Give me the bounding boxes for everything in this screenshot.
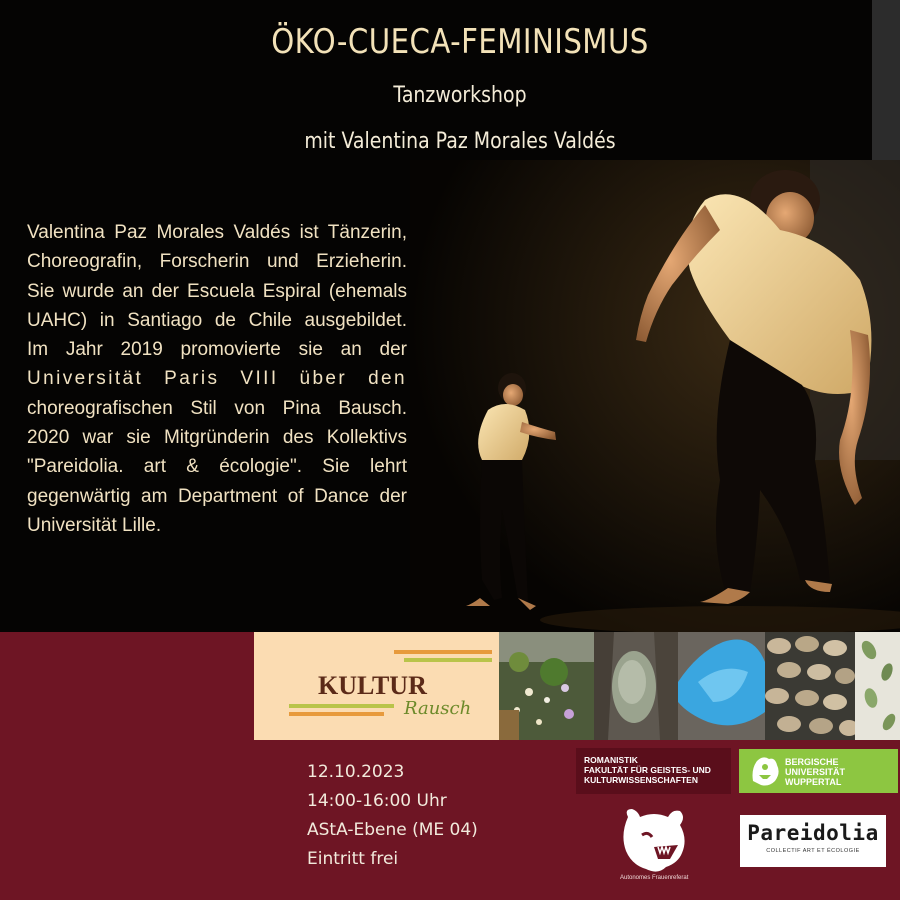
event-location: AStA-Ebene (ME 04) (307, 820, 478, 840)
romanistik-logo (576, 748, 731, 794)
bio-line: Universität Lille. (27, 514, 162, 536)
buw-line1: BERGISCHE (785, 757, 839, 767)
lichen-bark-photo (594, 632, 678, 740)
poster-subtitle-workshop: Tanzworkshop (393, 83, 527, 108)
bio-line: Sie wurde an der Escuela Espiral (ehemals (27, 280, 407, 302)
bio-line: Universität Paris VIII über den (27, 368, 407, 390)
bio-line: 2020 war sie Mitgründerin des Kollektivs (27, 427, 407, 449)
flower-photo (499, 632, 594, 740)
pressed-leaves-photo (855, 632, 900, 740)
event-time: 14:00-16:00 Uhr (307, 791, 447, 811)
romanistik-line2: FAKULTÄT FÜR GEISTES- UND (584, 765, 711, 775)
romanistik-line1: ROMANISTIK (584, 755, 638, 765)
shells-photo (765, 632, 855, 740)
pareidolia-subtitle: COLLECTIF ART ET ÉCOLOGIE (766, 848, 860, 854)
bio-line: Choreografin, Forscherin und Erzieherin. (27, 251, 407, 273)
dancer-photo (410, 160, 900, 632)
pareidolia-logo (740, 815, 886, 867)
kulturrausch-logo (254, 632, 499, 740)
bear-caption: Autonomes Frauenreferat (620, 875, 689, 881)
bio-line: UAHC) in Santiago de Chile ausgebildet. (27, 309, 407, 331)
event-date: 12.10.2023 (307, 762, 405, 782)
kulturrausch-logo-graphic (254, 632, 499, 740)
blue-fabric-photo (678, 632, 765, 740)
pareidolia-name: Pareidolia (747, 821, 879, 845)
poster-title: ÖKO-CUECA-FEMINISMUS (271, 22, 649, 62)
event-info (307, 758, 478, 874)
bergische-universitaet-logo (739, 749, 898, 793)
artist-biography (27, 218, 407, 540)
corner-strip (872, 0, 900, 162)
poster-subtitle-artist: mit Valentina Paz Morales Valdés (304, 129, 616, 154)
buw-text (785, 757, 845, 787)
lion-crest-icon (745, 751, 785, 791)
bio-line: Valentina Paz Morales Valdés ist Tänzerin, (27, 222, 407, 243)
bio-line: Im Jahr 2019 promovierte sie an der (27, 339, 407, 361)
buw-line3: WUPPERTAL (785, 777, 842, 787)
buw-line2: UNIVERSITÄT (785, 767, 846, 777)
kultur-word: KULTUR (318, 671, 427, 700)
rausch-word: Rausch (404, 698, 472, 719)
bio-line: choreografischen Stil von Pina Bausch. (27, 397, 407, 419)
event-admission: Eintritt frei (307, 849, 399, 869)
romanistik-line3: KULTURWISSENSCHAFTEN (584, 775, 698, 785)
bio-line: gegenwärtig am Department of Dance der (27, 485, 407, 507)
bio-line: "Pareidolia. art & écologie". Sie lehrt (27, 456, 407, 478)
